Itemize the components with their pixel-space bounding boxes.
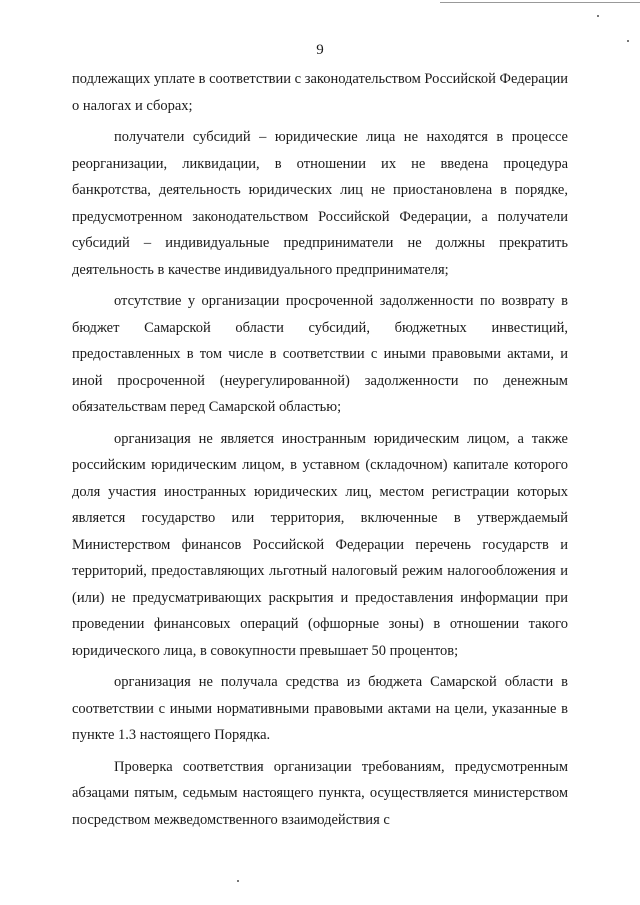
paragraph: организация не получала средства из бюджета Самарской области в соответствии с иными нормативными правовыми актами на цели, указанные в пункте 1.3 настоящего Порядка.	[72, 674, 568, 743]
paragraph: отсутствие у организации просроченной задолженности по возврату в бюджет Самарской области субсидий, бюджетных инвестиций, предоставленных в том числе в соответствии с иными правовыми актами, и иной просроченной (неурегулированной) задолженности по денежным обязательствам перед Самарской областью;	[72, 293, 568, 415]
paragraph: подлежащих уплате в соответствии с законодательством Российской Федерации о налогах и сборах;	[72, 71, 568, 114]
scan-edge-line	[440, 2, 640, 3]
page-number: 9	[316, 42, 324, 58]
document-body	[72, 66, 568, 838]
scan-speck	[597, 15, 599, 17]
paragraph: получатели субсидий – юридические лица не находятся в процессе реорганизации, ликвидации, в отношении их не введена процедура банкротства, деятельность юридических лиц не приостановлена в порядке, предусмотренном законодательством Российской Федерации, а получатели субсидий – индивидуальные предприниматели не должны прекратить деятельность в качестве индивидуального предпринимателя;	[72, 129, 568, 278]
scan-speck	[237, 880, 239, 882]
paragraph: Проверка соответствия организации требованиям, предусмотренным абзацами пятым, седьмым настоящего пункта, осуществляется министерством посредством межведомственного взаимодействия с	[72, 758, 568, 828]
paragraph: организация не является иностранным юридическим лицом, а также российским юридическим лицом, в уставном (складочном) капитале которого доля участия иностранных юридических лиц, местом регистрации которых является государство или территория, включенные в утверждаемый Министерством финансов Российской Федерации перечень государств и территорий, предоставляющих льготный налоговый режим налогообложения и (или) не предусматривающих раскрытия и предоставления информации при проведении финансовых операций (офшорные зоны) в отношении такого юридического лица, в совокупности превышает 50 процентов;	[72, 430, 568, 659]
